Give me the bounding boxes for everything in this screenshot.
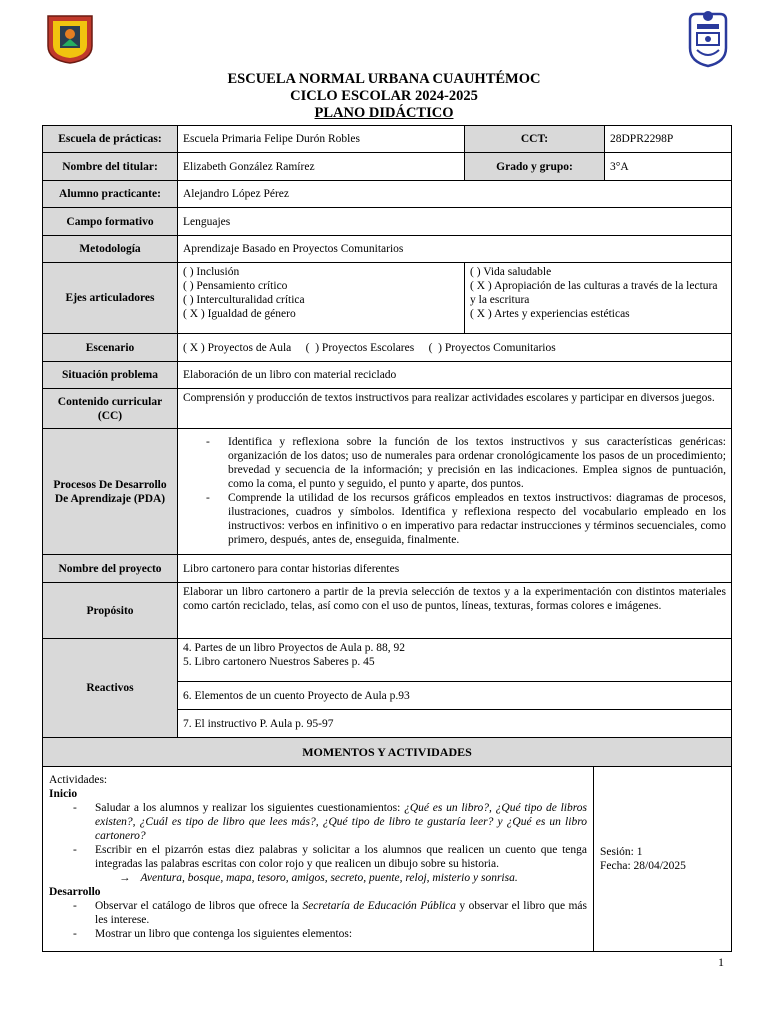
escenario-label: Escenario (43, 334, 178, 362)
alumno-label: Alumno practicante: (43, 181, 178, 208)
desarrollo-item1-a: Observar el catálogo de libros que ofrece la (95, 900, 303, 912)
activities-table (42, 737, 732, 952)
arrow-right-icon: → (119, 872, 131, 884)
desarrollo-label: Desarrollo (49, 886, 101, 898)
session-cell (594, 767, 732, 952)
contenido-value: Comprensión y producción de textos instructivos para realizar actividades escolares y participar en diversos juegos. (178, 389, 732, 429)
table-row (43, 555, 732, 583)
situacion-label: Situación problema (43, 362, 178, 389)
table-row (43, 583, 732, 639)
escenario-value: ( X ) Proyectos de Aula ( ) Proyectos Escolares ( ) Proyectos Comunitarios (178, 334, 732, 362)
table-row (43, 334, 732, 362)
titular-value: Elizabeth González Ramírez (178, 153, 465, 181)
momentos-title: MOMENTOS Y ACTIVIDADES (43, 738, 732, 767)
document-header (0, 71, 768, 122)
list-item: - Escribir en el pizarrón estas diez palabras y solicitar a los alumnos que realicen un cuento que tenga integradas las palabras escritas con color rojo y que realicen un dibujo sobre su historia. (95, 843, 587, 871)
actividades-label: Actividades: (49, 774, 108, 786)
proyecto-value: Libro cartonero para contar historias diferentes (178, 555, 732, 583)
proyecto-label: Nombre del proyecto (43, 555, 178, 583)
grado-value: 3°A (605, 153, 732, 181)
eje-item: ( ) Pensamiento crítico (183, 280, 288, 292)
eje-item: ( X ) Artes y experiencias estéticas (470, 308, 630, 320)
word-list-line (49, 871, 587, 885)
eje-item: ( ) Inclusión (183, 266, 240, 278)
proposito-value: Elaborar un libro cartonero a partir de la previa selección de textos y a la experimentación con distintos materiales como cartón reciclado, telas, así como con el uso de puntos, líneas, texturas, formas colores e imágenes. (178, 583, 732, 639)
inicio-item1-text: Saludar a los alumnos y realizar los siguientes cuestionamientos: (95, 802, 405, 814)
table-row (43, 639, 732, 682)
list-item: - Comprende la utilidad de los recursos gráficos empleados en textos instructivos: diagramas de procesos, ilustraciones, cuadros y símbolos. Identifica y reflexiona respecto del vocabulario empleado en los instructivos: verbos en infinitivo o en imperativo para redactar instrucciones y términos secuenciales, como primero, después, antes de, enseguida, finalmente. (228, 491, 726, 547)
pda-value (178, 429, 732, 555)
state-crest-logo (684, 10, 732, 68)
activities-cell (43, 767, 594, 952)
desarrollo-list (49, 899, 587, 941)
plan-info-table (42, 125, 732, 738)
alumno-value: Alejandro López Pérez (178, 181, 732, 208)
pda-list (183, 435, 726, 547)
reactivo-item: 5. Libro cartonero Nuestros Saberes p. 45 (183, 656, 375, 668)
escuela-value: Escuela Primaria Felipe Durón Robles (178, 126, 465, 153)
list-item: - Mostrar un libro que contenga los siguientes elementos: (95, 927, 587, 941)
contenido-label: Contenido curricular (CC) (43, 389, 178, 429)
eje-item: ( ) Interculturalidad crítica (183, 294, 305, 306)
school-shield-logo (46, 14, 94, 64)
inicio-label: Inicio (49, 788, 78, 800)
reactivo-item: 4. Partes de un libro Proyectos de Aula p. 88, 92 (183, 642, 405, 654)
reactivos-label: Reactivos (43, 639, 178, 738)
eje-item: ( X ) Apropiación de las culturas a través de la lectura y la escritura (470, 280, 718, 306)
escuela-label: Escuela de prácticas: (43, 126, 178, 153)
table-row (43, 767, 732, 952)
desarrollo-item1-b: y observar el libro que más les interese. (95, 900, 587, 926)
titular-label: Nombre del titular: (43, 153, 178, 181)
list-item (95, 899, 587, 927)
ejes-left (178, 263, 465, 334)
table-row (43, 126, 732, 153)
inicio-list (49, 801, 587, 871)
table-row (43, 236, 732, 263)
campo-value: Lenguajes (178, 208, 732, 236)
list-item: - Identifica y reflexiona sobre la función de los textos instructivos y sus características genéricas: organización de los datos; uso de numerales para ordenar cronológicamente los pasos de un procedimiento; brevedad y secuencia de la información; y precisión en las indicaciones. Emplea signos de puntuación, como la coma, el punto y seguido, el punto y aparte, dos puntos. (228, 435, 726, 491)
cct-label: CCT: (465, 126, 605, 153)
metodologia-value: Aprendizaje Basado en Proyectos Comunitarios (178, 236, 732, 263)
fecha-value: Fecha: 28/04/2025 (600, 860, 686, 872)
reactivo-cell: 7. El instructivo P. Aula p. 95-97 (178, 710, 732, 738)
table-row (43, 362, 732, 389)
school-cycle: CICLO ESCOLAR 2024-2025 (290, 88, 478, 104)
document-title: PLANO DIDÁCTICO (314, 105, 454, 121)
table-row (43, 153, 732, 181)
table-row (43, 208, 732, 236)
pda-label: Procesos De Desarrollo De Aprendizaje (PDA) (43, 429, 178, 555)
table-row (43, 389, 732, 429)
table-row (43, 429, 732, 555)
school-name: ESCUELA NORMAL URBANA CUAUHTÉMOC (227, 71, 541, 87)
reactivo-cell (178, 639, 732, 682)
list-item (95, 801, 587, 843)
proposito-label: Propósito (43, 583, 178, 639)
table-row (43, 263, 732, 334)
reactivo-cell: 6. Elementos de un cuento Proyecto de Aula p.93 (178, 682, 732, 710)
sesion-value: Sesión: 1 (600, 846, 643, 858)
eje-item: ( X ) Igualdad de género (183, 308, 296, 320)
ejes-label: Ejes articuladores (43, 263, 178, 334)
inicio-item1-questions: ¿Qué es un libro?, ¿Qué tipo de libros existen?, ¿Cuál es tipo de libro que lees más?, ¿Qué tipo de libro te gustaría leer? y ¿Qué es un libro cartonero? (95, 802, 587, 842)
grado-label: Grado y grupo: (465, 153, 605, 181)
table-row (43, 738, 732, 767)
word-list: Aventura, bosque, mapa, tesoro, amigos, secreto, puente, reloj, misterio y sonrisa. (140, 872, 518, 884)
metodologia-label: Metodología (43, 236, 178, 263)
desarrollo-item1-italic: Secretaría de Educación Pública (302, 900, 456, 912)
table-row (43, 181, 732, 208)
ejes-right (465, 263, 732, 334)
situacion-value: Elaboración de un libro con material reciclado (178, 362, 732, 389)
campo-label: Campo formativo (43, 208, 178, 236)
page-number: 1 (718, 955, 724, 969)
cct-value: 28DPR2298P (605, 126, 732, 153)
eje-item: ( ) Vida saludable (470, 266, 552, 278)
